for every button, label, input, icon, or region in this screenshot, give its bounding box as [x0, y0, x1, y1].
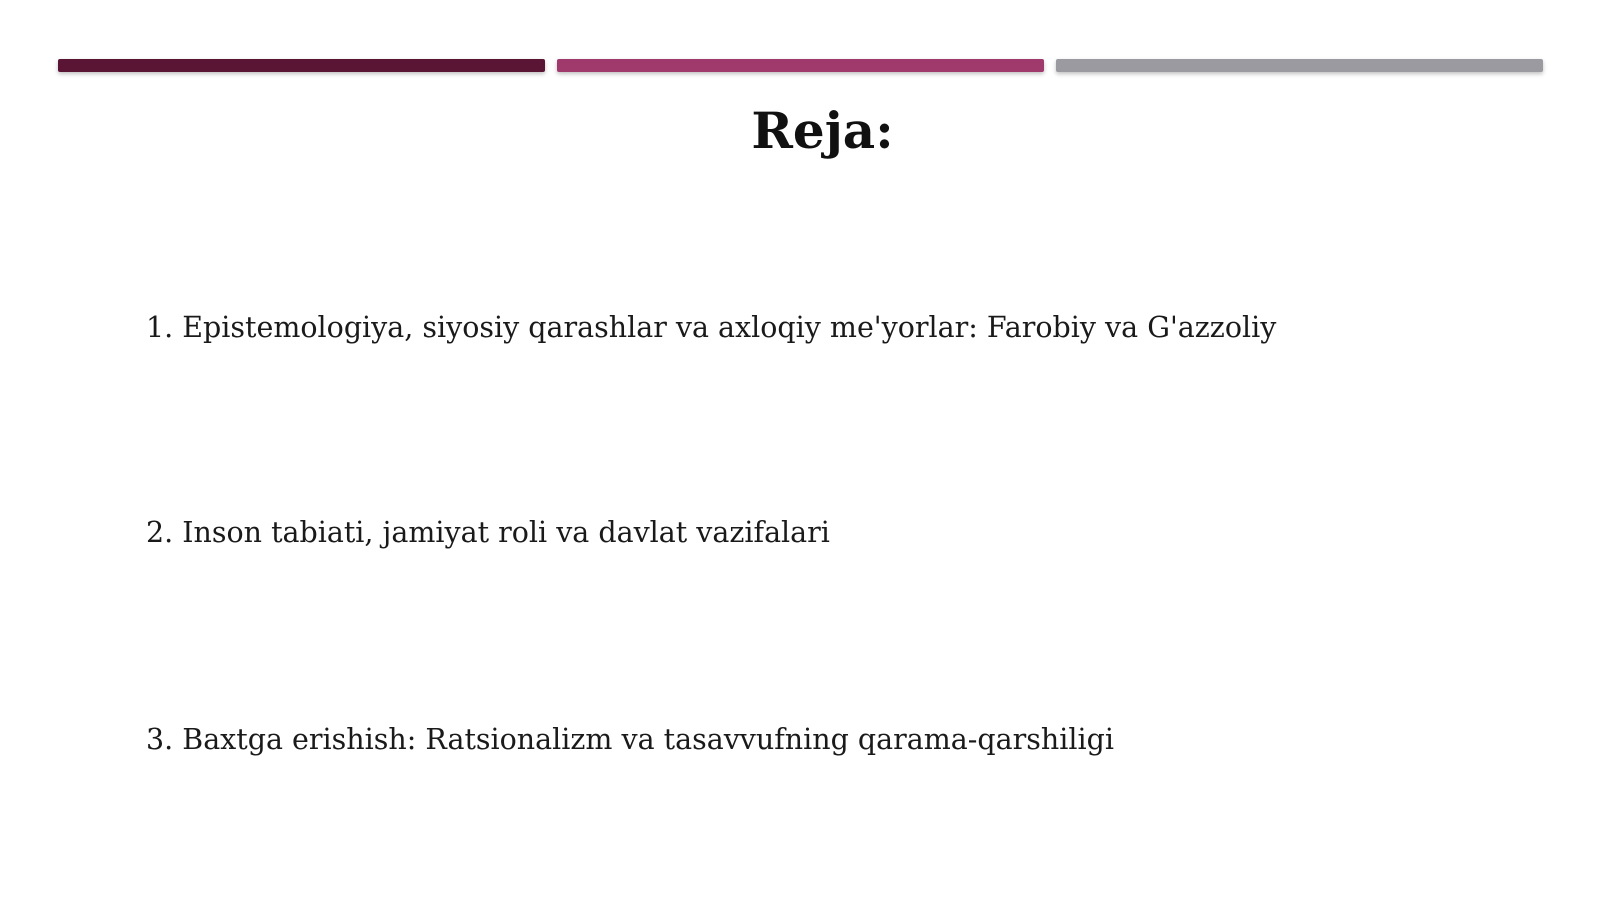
slide-title: Reja:: [751, 101, 894, 160]
agenda-item-3: 3. Baxtga erishish: Ratsionalizm va tasavvufning qarama-qarshiligi: [146, 723, 1114, 756]
accent-bar-dark: [58, 59, 545, 72]
agenda-item-2: 2. Inson tabiati, jamiyat roli va davlat vazifalari: [146, 516, 830, 549]
agenda-item-1: 1. Epistemologiya, siyosiy qarashlar va axloqiy me'yorlar: Farobiy va G'azzoliy: [146, 311, 1277, 344]
accent-bar-gray: [1056, 59, 1543, 72]
accent-bar-magenta: [557, 59, 1044, 72]
